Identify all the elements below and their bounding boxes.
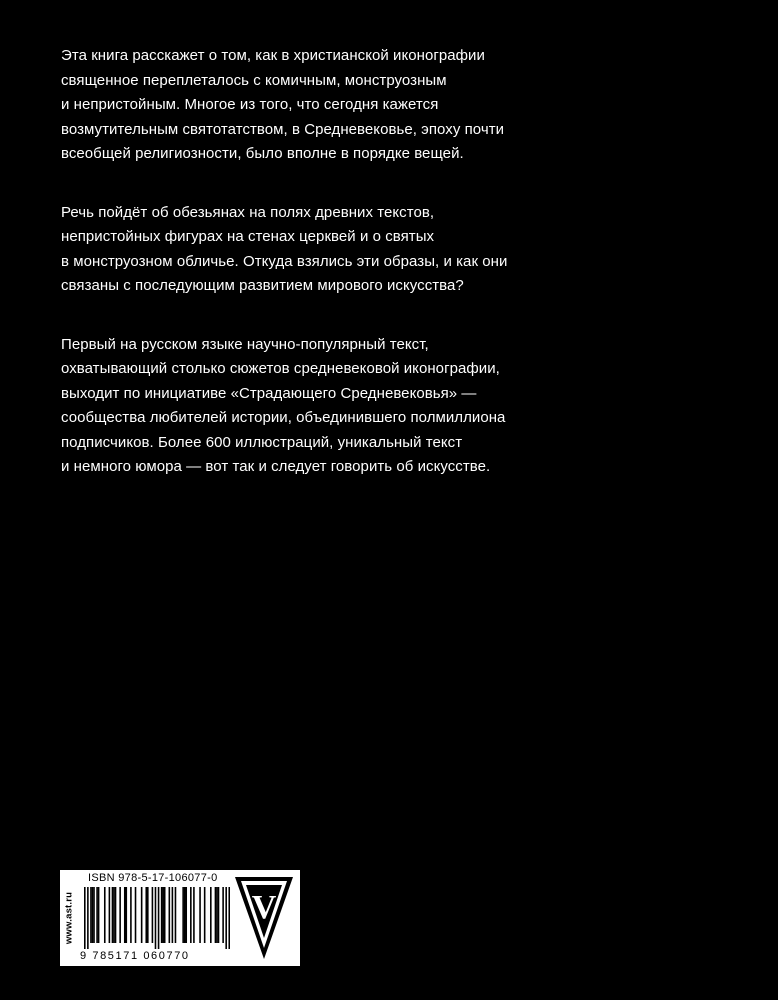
barcode-bar [158,887,160,949]
isbn-barcode-block [60,870,300,966]
barcode-bar [109,887,111,943]
text-line: Речь пойдёт об обезьянах на полях древних текстов, [61,203,435,221]
barcode-bar [222,887,224,943]
barcode-bar [130,887,132,943]
barcode-bar [96,887,98,943]
barcode-bar [161,887,163,943]
barcode-digits: 9 785171 060770 [80,950,190,962]
barcode-bar [84,887,86,949]
text-line: священное переплеталось с комичным, монструозным [61,71,447,89]
barcode-bar [125,887,127,943]
description-paragraph-3 [61,333,701,480]
barcode-bar [112,887,114,943]
barcode-bar [92,887,94,943]
description-paragraph-1 [61,44,701,167]
publisher-website [62,870,76,966]
barcode-bar [87,887,89,949]
barcode-bar [145,887,147,943]
text-line: охватывающий столько сюжетов средневековой иконографии, [61,360,500,377]
barcode-bar [155,887,157,949]
barcode-bar [93,887,95,943]
barcode-bar [225,887,227,949]
barcode-bar [164,887,166,943]
text-line: и немного юмора — вот так и следует говорить об искусстве. [61,458,491,475]
publisher-website-text: www.ast.ru [63,891,75,945]
barcode-bar [218,887,220,943]
text-line: выходит по инициативе «Страдающего Средневековья» — [61,384,477,402]
barcode-bar [210,887,212,943]
barcode-bar [162,887,164,943]
barcode-bar [98,887,100,943]
barcode-bar [182,887,184,943]
publisher-logo-icon [234,876,294,960]
text-line: непристойных фигурах на стенах церквей и о святых [61,228,435,245]
barcode-bar [147,887,149,943]
barcode-bar [190,887,192,943]
publisher-logo-letter: V [251,889,277,926]
isbn-label: ISBN 978-5-17-106077-0 [88,872,218,884]
text-line: Первый на русском языке научно-популярный текст, [61,335,429,353]
barcode-bar [169,887,171,943]
barcode-bar [115,887,117,943]
text-line: и непристойным. Многое из того, что сегодня кажется [61,96,439,113]
description-paragraph-2 [61,201,701,299]
barcode-bar [119,887,121,943]
text-line: сообщества любителей истории, объединившего полмиллиона [61,409,506,426]
barcode-bar [104,887,106,943]
text-line: подписчиков. Более 600 иллюстраций, уникальный текст [61,433,463,451]
text-line: Эта книга расскажет о том, как в христианской иконографии [61,47,485,64]
barcode-bar [135,887,137,943]
barcode-bar [184,887,186,943]
barcode-bar [228,887,230,949]
barcode-bar [193,887,195,943]
barcode-bar [152,887,154,943]
barcode-bar [141,887,143,943]
barcode-bar [185,887,187,943]
barcode-bars [84,887,230,949]
back-cover-description [61,44,701,514]
barcode-bar [113,887,115,943]
barcode-bar [216,887,218,943]
text-line: всеобщей религиозности, было вполне в порядке вещей. [61,145,464,162]
text-line: в монструозном обличье. Откуда взялись эти образы, и как они [61,252,508,270]
barcode-bar [172,887,174,943]
barcode-bar [199,887,201,943]
text-line: возмутительным святотатством, в Средневековье, эпоху почти [61,120,505,138]
text-line: связаны с последующим развитием мирового искусства? [61,277,464,294]
barcode-bar [90,887,92,943]
barcode-bar [124,887,126,943]
barcode-bar [204,887,206,943]
barcode-bar [215,887,217,943]
barcode-bar [175,887,177,943]
